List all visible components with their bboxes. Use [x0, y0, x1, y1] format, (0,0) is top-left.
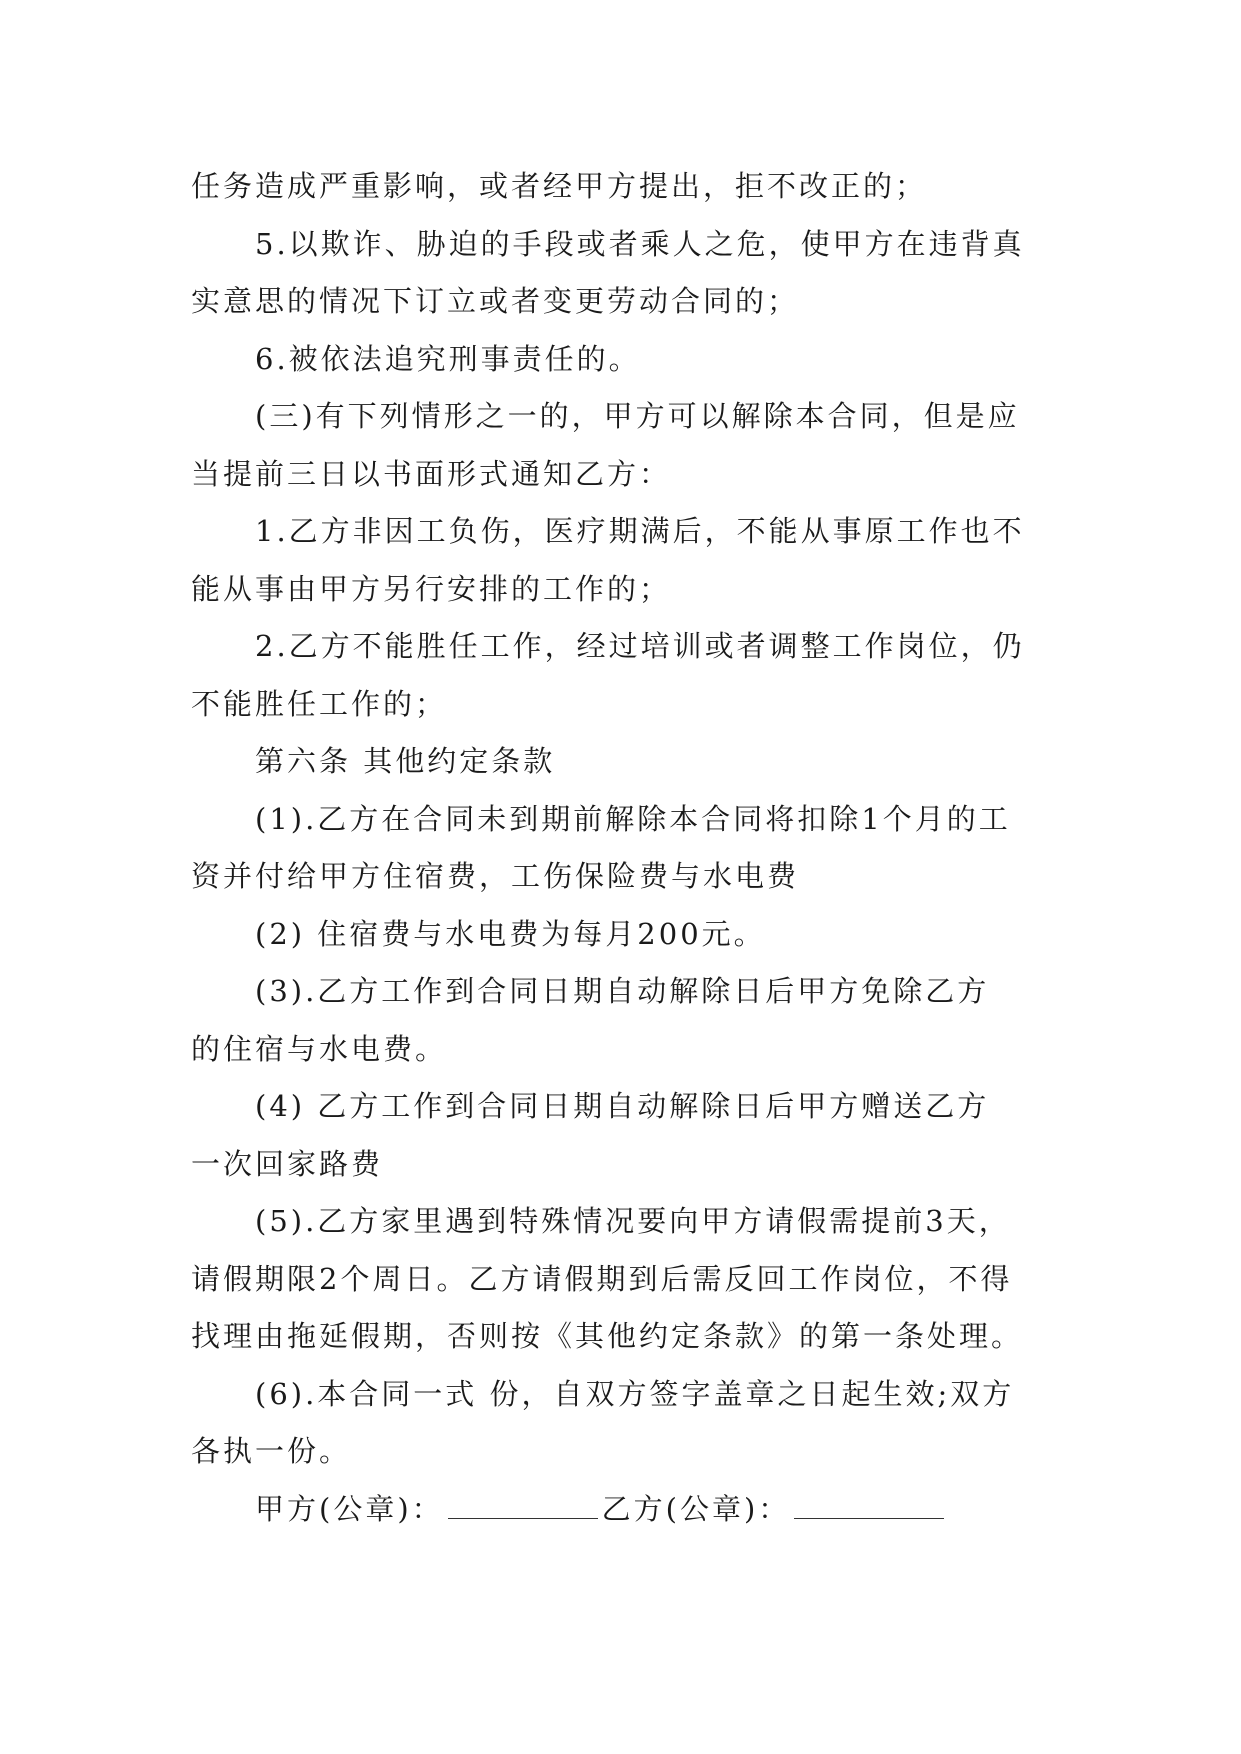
text-line: 请假期限2个周日。乙方请假期到后需反回工作岗位，不得 [191, 1261, 1013, 1296]
text-line: 一次回家路费 [191, 1146, 384, 1181]
text-line: (1).乙方在合同未到期前解除本合同将扣除1个月的工 [255, 801, 1011, 836]
text-line: 2.乙方不能胜任工作，经过培训或者调整工作岗位，仍 [255, 629, 1025, 663]
text-line: (4) 乙方工作到合同日期自动解除日后甲方赠送乙方 [255, 1089, 990, 1123]
text-line: 能从事由甲方另行安排的工作的； [191, 571, 672, 606]
party-a-signature-blank[interactable] [448, 1496, 598, 1519]
text-line: 不能胜任工作的； [191, 686, 448, 721]
text-line: 资并付给甲方住宿费，工伤保险费与水电费 [191, 859, 800, 893]
section-heading-article-6: 第六条 其他约定条款 [255, 744, 556, 778]
party-b-signature-blank[interactable] [794, 1496, 944, 1519]
text-line: (3).乙方工作到合同日期自动解除日后甲方免除乙方 [255, 974, 990, 1008]
text-line: 6.被依法追究刑事责任的。 [255, 341, 641, 376]
text-line: 任务造成严重影响，或者经甲方提出，拒不改正的； [191, 169, 928, 203]
text-line: (6).本合同一式 份，自双方签字盖章之日起生效;双方 [255, 1376, 1015, 1411]
text-line: (5).乙方家里遇到特殊情况要向甲方请假需提前3天， [255, 1204, 1011, 1238]
text-line: 1.乙方非因工负伤，医疗期满后，不能从事原工作也不 [255, 514, 1025, 548]
party-a-seal-label: 甲方(公章)： [255, 1491, 444, 1526]
text-line: 找理由拖延假期，否则按《其他约定条款》的第一条处理。 [191, 1319, 1024, 1353]
signature-line [191, 1481, 1061, 1539]
text-line: 5.以欺诈、胁迫的手段或者乘人之危，使甲方在违背真 [255, 226, 1025, 261]
text-line: (2) 住宿费与水电费为每月200元。 [255, 916, 766, 951]
text-line: (三)有下列情形之一的，甲方可以解除本合同，但是应 [255, 399, 1020, 433]
contract-text-body [191, 158, 1061, 1538]
party-b-seal-label: 乙方(公章)： [601, 1491, 791, 1526]
text-line: 的住宿与水电费。 [191, 1031, 448, 1066]
text-line: 各执一份。 [191, 1434, 352, 1468]
text-line: 当提前三日以书面形式通知乙方： [191, 456, 672, 491]
text-line: 实意思的情况下订立或者变更劳动合同的； [191, 284, 800, 318]
